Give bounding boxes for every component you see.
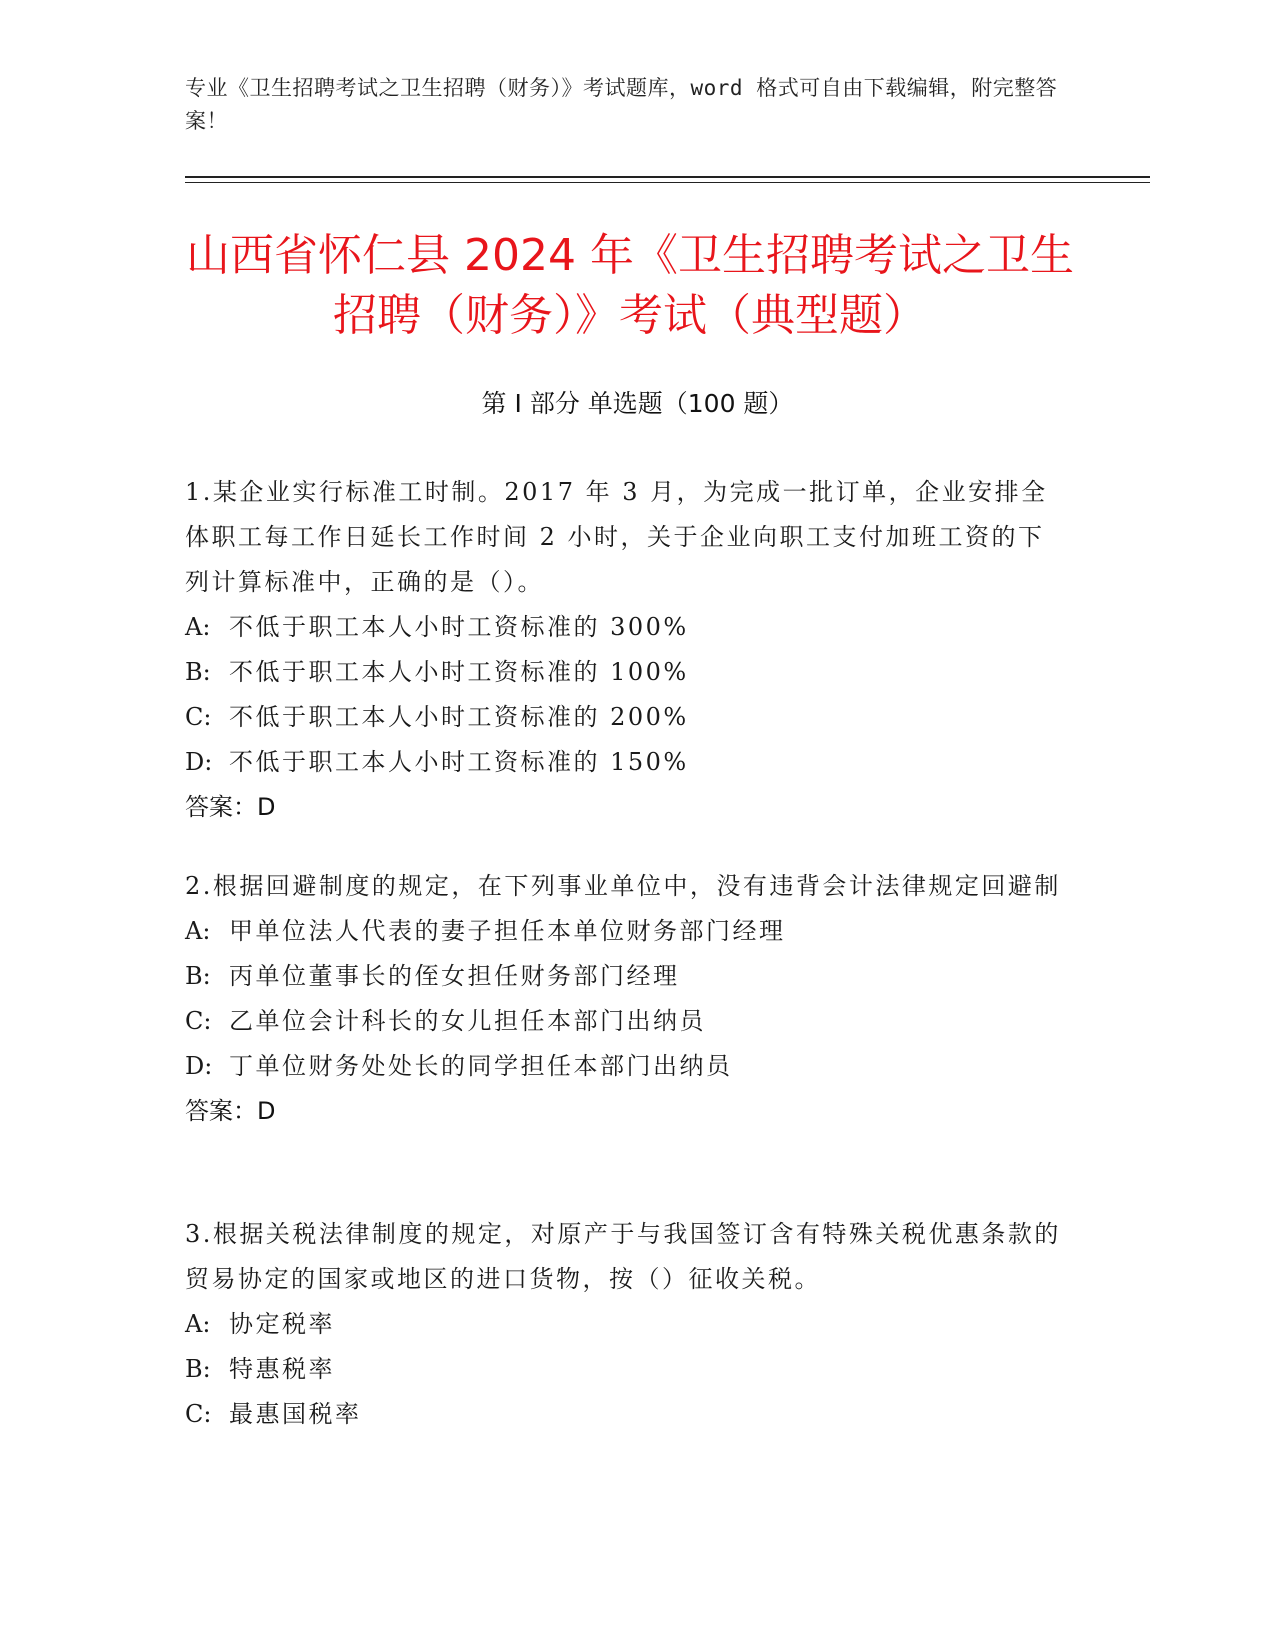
document-title-line-1: 山西省怀仁县 2024 年《卫生招聘考试之卫生 bbox=[186, 230, 1074, 281]
option-text: 协定税率 bbox=[229, 1310, 335, 1338]
option-key: D: bbox=[185, 1052, 213, 1080]
option-a bbox=[185, 909, 1065, 954]
option-key: A: bbox=[185, 917, 211, 945]
question-text: 3.根据关税法律制度的规定，对原产于与我国签订含有特殊关税优惠条款的贸易协定的国家或地区的进口货物，按（）征收关税。 bbox=[185, 1220, 1061, 1293]
option-b bbox=[185, 954, 1065, 999]
option-a bbox=[185, 605, 1065, 650]
option-c bbox=[185, 999, 1065, 1044]
document-title-line-2: 招聘（财务）》考试（典型题） bbox=[333, 290, 927, 341]
option-text: 特惠税率 bbox=[229, 1355, 335, 1383]
document-title bbox=[170, 226, 1090, 346]
option-text: 不低于职工本人小时工资标准的 300% bbox=[229, 613, 689, 641]
option-b bbox=[185, 1347, 1065, 1392]
option-text: 丙单位董事长的侄女担任财务部门经理 bbox=[229, 962, 680, 990]
header-rule-thick bbox=[185, 176, 1150, 178]
option-text: 不低于职工本人小时工资标准的 100% bbox=[229, 658, 689, 686]
header-note: 专业《卫生招聘考试之卫生招聘（财务）》考试题库，word 格式可自由下载编辑，附完整答案！ bbox=[185, 76, 1058, 133]
option-key: C: bbox=[185, 1007, 212, 1035]
option-d bbox=[185, 1044, 1065, 1089]
question-text: 2.根据回避制度的规定，在下列事业单位中，没有违背会计法律规定回避制 bbox=[185, 872, 1061, 900]
option-key: B: bbox=[185, 962, 211, 990]
option-d bbox=[185, 740, 1065, 785]
question-text: 1.某企业实行标准工时制。2017 年 3 月，为完成一批订单，企业安排全体职工每工作日延长工作时间 2 小时，关于企业向职工支付加班工资的下列计算标准中，正确的是（）。 bbox=[185, 478, 1048, 596]
option-text: 不低于职工本人小时工资标准的 200% bbox=[229, 703, 689, 731]
header-rule-thin bbox=[185, 182, 1150, 183]
answer: 答案：D bbox=[185, 1097, 276, 1125]
option-text: 丁单位财务处处长的同学担任本部门出纳员 bbox=[229, 1052, 733, 1080]
option-text: 最惠国税率 bbox=[229, 1400, 362, 1428]
option-text: 不低于职工本人小时工资标准的 150% bbox=[229, 748, 689, 776]
section-title: 第 I 部分 单选题（100 题） bbox=[481, 389, 794, 418]
option-key: C: bbox=[185, 1400, 212, 1428]
answer: 答案：D bbox=[185, 793, 276, 821]
option-text: 乙单位会计科长的女儿担任本部门出纳员 bbox=[229, 1007, 706, 1035]
option-key: B: bbox=[185, 658, 211, 686]
option-key: A: bbox=[185, 613, 211, 641]
question-1 bbox=[185, 470, 1065, 830]
option-key: D: bbox=[185, 748, 213, 776]
option-key: C: bbox=[185, 703, 212, 731]
option-c bbox=[185, 695, 1065, 740]
option-a bbox=[185, 1302, 1065, 1347]
option-b bbox=[185, 650, 1065, 695]
option-text: 甲单位法人代表的妻子担任本单位财务部门经理 bbox=[229, 917, 786, 945]
question-2 bbox=[185, 864, 1065, 1134]
option-key: B: bbox=[185, 1355, 211, 1383]
question-3 bbox=[185, 1212, 1065, 1437]
option-key: A: bbox=[185, 1310, 211, 1338]
option-c bbox=[185, 1392, 1065, 1437]
